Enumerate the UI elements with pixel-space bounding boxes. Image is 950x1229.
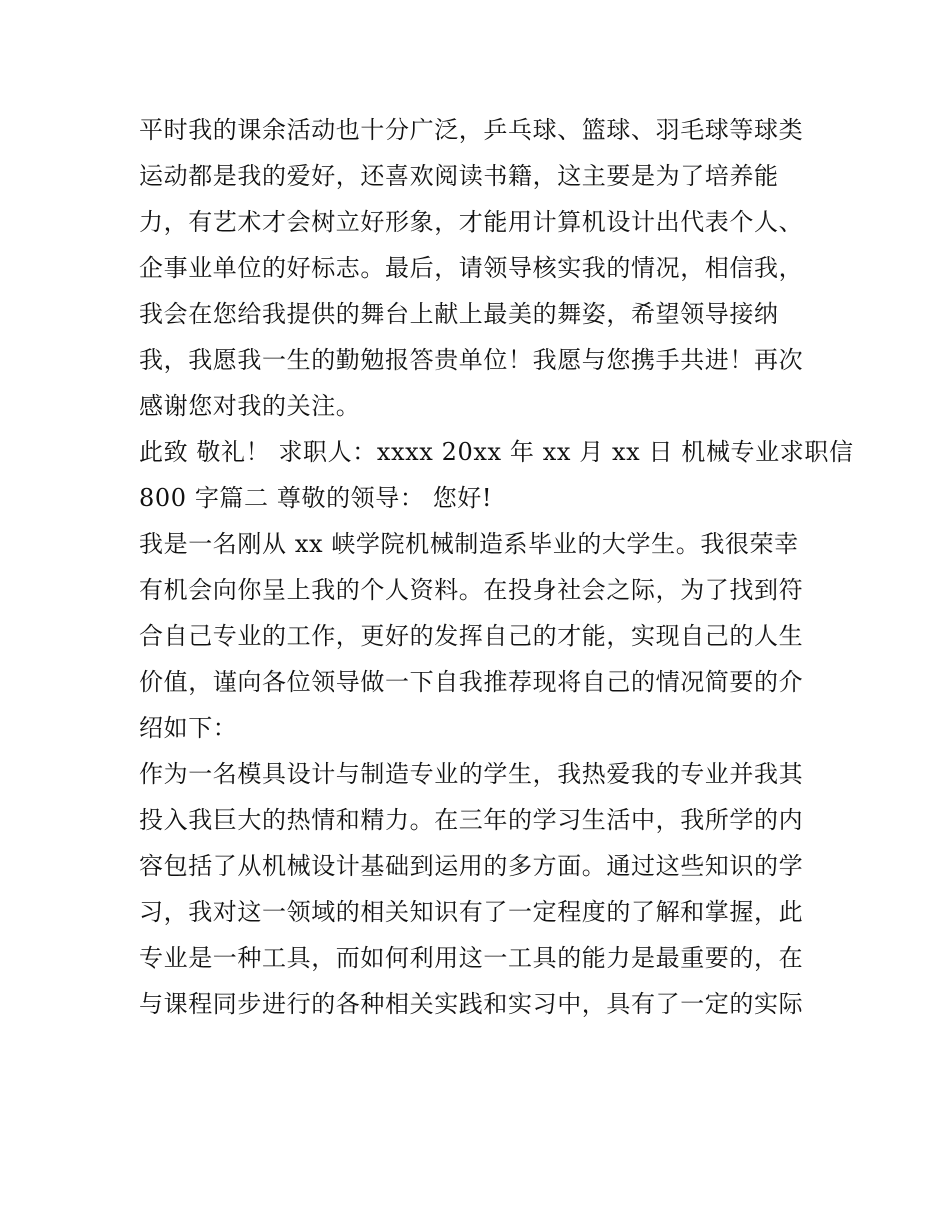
text-line: 我是一名刚从 xx 峡学院机械制造系毕业的大学生。我很荣幸 [139, 530, 799, 558]
text-line: 有机会向你呈上我的个人资料。在投身社会之际，为了找到符 [139, 576, 804, 604]
text-line: 绍如下： [139, 714, 238, 742]
text-line: 合自己专业的工作，更好的发挥自己的才能，实现自己的人生 [139, 622, 804, 650]
text-line: 企事业单位的好标志。最后，请领导核实我的情况，相信我， [139, 254, 804, 282]
text-line: 投入我巨大的热情和精力。在三年的学习生活中，我所学的内 [139, 806, 804, 834]
text-line: 专业是一种工具，而如何利用这一工具的能力是最重要的，在 [139, 944, 804, 972]
text-line: 作为一名模具设计与制造专业的学生，我热爱我的专业并我其 [139, 760, 804, 788]
document-body [139, 107, 854, 1027]
text-line: 平时我的课余活动也十分广泛，乒乓球、篮球、羽毛球等球类 [139, 116, 804, 144]
text-line: 我，我愿我一生的勤勉报答贵单位！我愿与您携手共进！再次 [139, 346, 804, 374]
text-line: 感谢您对我的关注。 [139, 392, 361, 420]
text-line: 习，我对这一领域的相关知识有了一定程度的了解和掌握，此 [139, 898, 804, 926]
text-line: 此致 敬礼！ 求职人：xxxx 20xx 年 xx 月 xx 日 机械专业求职信 [139, 438, 854, 466]
text-line: 容包括了从机械设计基础到运用的多方面。通过这些知识的学 [139, 852, 804, 880]
text-line: 800 字篇二 尊敬的领导： 您好! [139, 484, 493, 512]
text-line: 与课程同步进行的各种相关实践和实习中，具有了一定的实际 [139, 990, 804, 1018]
text-line: 力，有艺术才会树立好形象，才能用计算机设计出代表个人、 [139, 208, 804, 236]
text-line: 我会在您给我提供的舞台上献上最美的舞姿，希望领导接纳 [139, 300, 779, 328]
text-line: 运动都是我的爱好，还喜欢阅读书籍，这主要是为了培养能 [139, 162, 779, 190]
text-line: 价值，谨向各位领导做一下自我推荐现将自己的情况简要的介 [139, 668, 804, 696]
